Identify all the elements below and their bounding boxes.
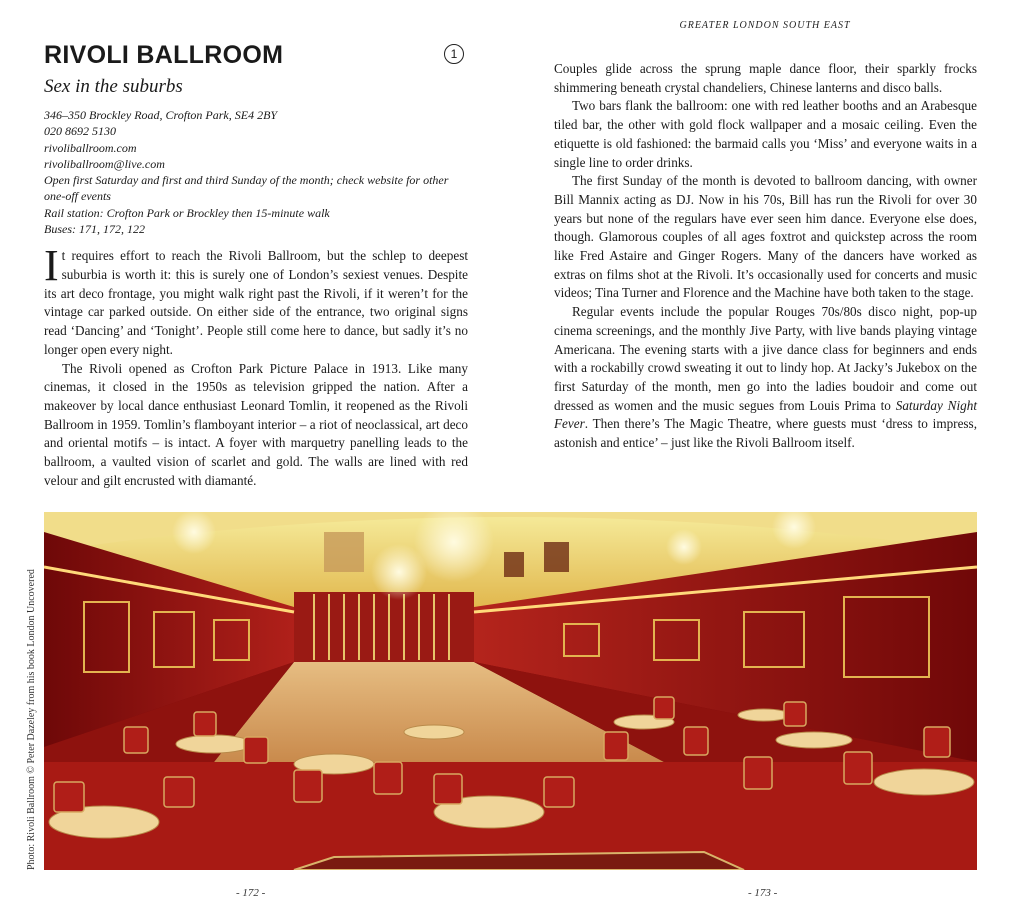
drop-cap: I [44,241,59,291]
running-head: GREATER LONDON SOUTH EAST [679,20,851,31]
venue-info [44,107,468,237]
ballroom-illustration [44,512,977,870]
venue-buses: Buses: 171, 172, 122 [44,222,145,237]
right-column [554,60,977,453]
film-title: Saturday Night Fever [554,397,977,432]
paragraph-text: . Then there’s The Magic Theatre, where guests must ‘dress to impress, astonish and entice’ – just like the Rivoli Ballroom itself. [554,416,977,451]
page-number-left: - 172 - [236,887,266,899]
body-paragraph: The first Sunday of the month is devoted to ballroom dancing, with owner Bill Mannix acting as DJ. Now in his 70s, Bill has run the Rivoli for over 30 years but none of the regulars have ever seen him dance. Everyone else does, though. Glamorous couples of all ages foxtrot and quickstep across the room like Fred Astaire and Ginger Rogers. Many of the dancers have worked as extras on films shot at the Rivoli. It’s occasionally used for concerts and music videos; Tina Turner and Florence and the Machine have both taken to the stage. [554,173,977,301]
body-paragraph: The Rivoli opened as Crofton Park Picture Palace in 1913. Like many cinemas, it closed in the 1950s as television gripped the nation. After a makeover by local dance enthusiast Leonard Tomlin, it reopened as the Rivoli Ballroom in 1959. Tomlin’s flamboyant interior – a riot of neoclassical, art deco and oriental motifs – is intact. A foyer with marquetry panelling leads to the ballroom, a vaulted vision of scarlet and gold. The walls are lined with red velour and gilt encrusted with diamanté. [44,360,468,488]
body-paragraph [44,241,468,359]
body-paragraph: Couples glide across the sprung maple dance floor, their sparkly frocks shimmering beneath crystal chandeliers, Chinese lanterns and disco balls. [554,61,977,95]
ballroom-photo [44,512,977,870]
paragraph-text: Regular events include the popular Rouges 70s/80s disco night, pop-up cinema screenings, and the monthly Jive Party, with live bands playing vintage Americana. The evening starts with a jive dance class for beginners and ends with a rockabilly crowd sweating it out to lindy hop. At Jacky’s Jukebox on the first Saturday of the month, men go into the ladies boudoir and come out dressed as women and the music segues from Louis Prima to [554,304,977,413]
left-column [44,40,468,491]
venue-website: rivoliballroom.com [44,140,137,155]
venue-address: 346–350 Brockley Road, Crofton Park, SE4 2BY [44,108,278,122]
venue-phone: 020 8692 5130 [44,124,116,139]
body-paragraph [554,303,977,453]
page-number-right: - 173 - [748,887,778,899]
body-paragraph: Two bars flank the ballroom: one with red leather booths and an Arabesque tiled bar, the other with gold flock wallpaper and a mosaic ceiling. Even the etiquette is old fashioned: the barmaid calls you ‘Miss’ and everyone waits in a single line to order drinks. [554,98,977,170]
entry-subtitle: Sex in the suburbs [44,76,183,97]
left-body-text [44,241,468,490]
entry-title: RIVOLI BALLROOM [44,41,284,69]
venue-rail-station: Rail station: Crofton Park or Brockley then 15-minute walk [44,205,330,220]
venue-email: rivoliballroom@live.com [44,156,165,171]
stage-wall [294,592,474,664]
venue-opening-hours: Open first Saturday and first and third Sunday of the month; check website for other one-off events [44,173,449,204]
photo-credit: Photo: Rivoli Ballroom © Peter Dazeley from his book London Uncovered [26,569,37,870]
entry-number-badge: 1 [444,44,464,64]
paragraph-text: t requires effort to reach the Rivoli Ballroom, but the schlep to deepest suburbia is worth it: this is surely one of London’s sexiest venues. Despite its art deco frontage, you might walk right past the Rivoli, if it weren’t for the vintage car parked outside. On either side of the entrance, two original signs read ‘Dancing’ and ‘Tonight’. People still come here to dance, but sadly it’s no longer open every night. [44,248,468,357]
right-body-text [554,60,977,453]
